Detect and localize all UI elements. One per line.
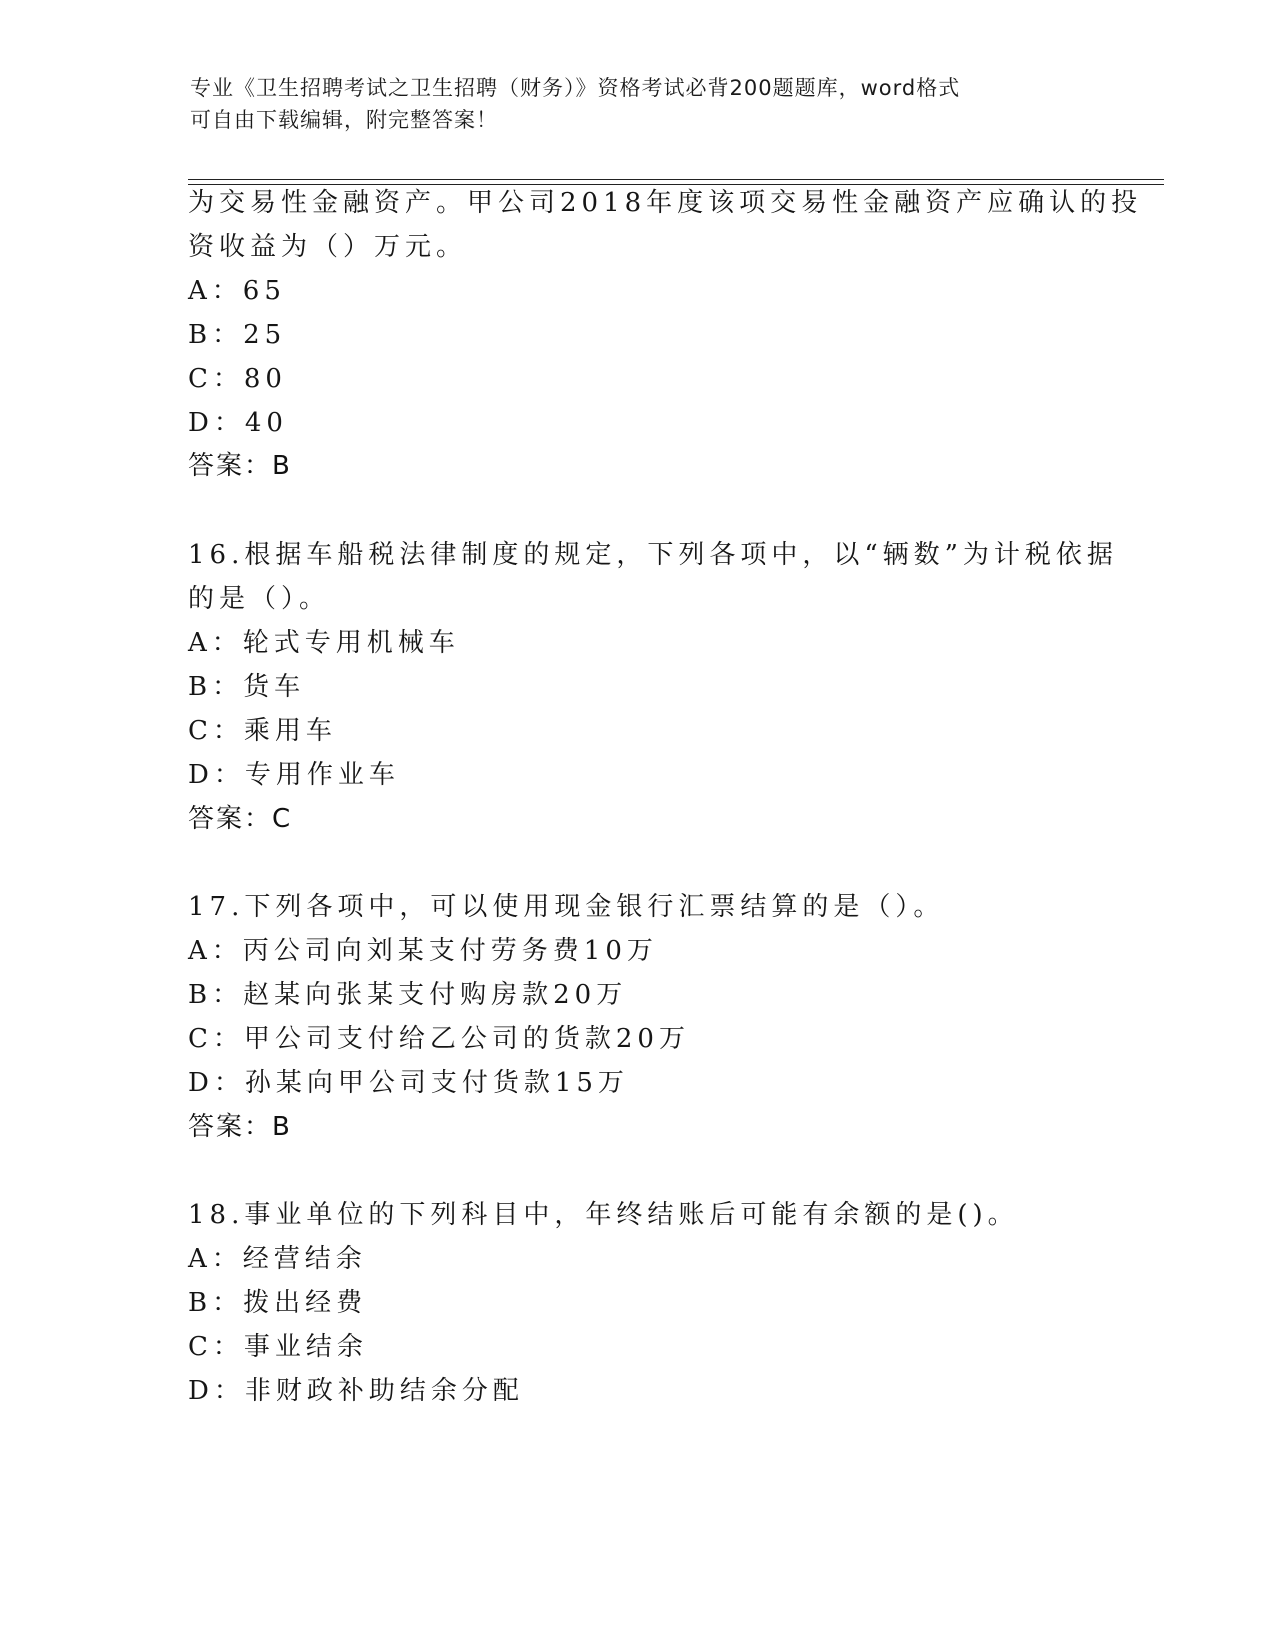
question-15-stem-line-2: 资收益为（）万元。 (188, 232, 468, 262)
question-18-option-d: D：非财政补助结余分配 (188, 1376, 524, 1406)
question-16-option-d: D：专用作业车 (188, 760, 400, 790)
header-title-line-2: 可自由下载编辑，附完整答案！ (190, 108, 498, 132)
question-15-option-b: B：25 (188, 320, 287, 350)
question-15-option-d: D：40 (188, 408, 288, 438)
question-16-stem-line-2: 的是（）。 (188, 584, 331, 614)
question-17-answer: 答案：B (188, 1112, 292, 1142)
question-15-option-c: C：80 (188, 364, 287, 394)
question-17-option-c: C：甲公司支付给乙公司的货款20万 (188, 1024, 690, 1054)
document-header (190, 72, 1090, 136)
question-18-option-c: C：事业结余 (188, 1332, 368, 1362)
header-divider-bottom (188, 184, 1164, 185)
question-17-option-d: D：孙某向甲公司支付货款15万 (188, 1068, 629, 1098)
question-16-answer: 答案：C (188, 804, 293, 834)
question-17-option-b: B：赵某向张某支付购房款20万 (188, 980, 628, 1010)
question-15-stem-line-1: 为交易性金融资产。甲公司2018年度该项交易性金融资产应确认的投 (188, 188, 1143, 218)
question-16-option-c: C：乘用车 (188, 716, 337, 746)
question-17-stem-line-1: 17.下列各项中，可以使用现金银行汇票结算的是（）。 (188, 892, 945, 922)
question-18-option-b: B：拨出经费 (188, 1288, 368, 1318)
header-title-line-1: 专业《卫生招聘考试之卫生招聘（财务）》资格考试必背200题题库，word格式 (190, 76, 961, 100)
question-15-option-a: A：65 (188, 276, 286, 306)
question-15-answer: 答案：B (188, 451, 292, 481)
question-18-option-a: A：经营结余 (188, 1244, 367, 1274)
question-16-stem-line-1: 16.根据车船税法律制度的规定，下列各项中，以“辆数”为计税依据 (188, 540, 1118, 570)
question-16-option-b: B：货车 (188, 672, 306, 702)
question-18-stem-line-1: 18.事业单位的下列科目中，年终结账后可能有余额的是()。 (188, 1200, 1019, 1230)
header-divider-top (188, 179, 1164, 180)
question-16-option-a: A：轮式专用机械车 (188, 628, 460, 658)
question-17-option-a: A：丙公司向刘某支付劳务费10万 (188, 936, 658, 966)
